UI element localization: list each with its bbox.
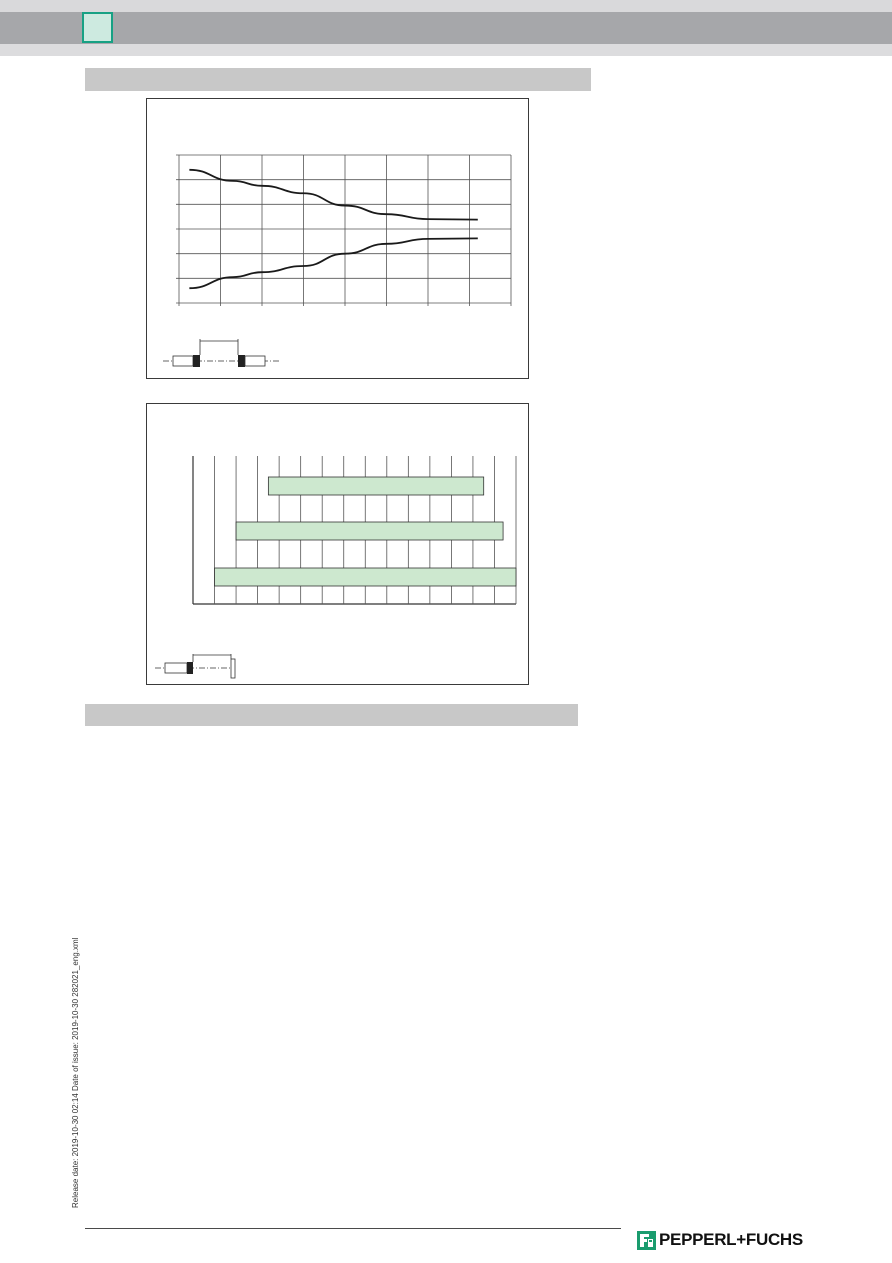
sensor-pair-diagram-icon <box>163 339 279 367</box>
range-bar-3 <box>215 568 516 586</box>
range-bar-2 <box>236 522 503 540</box>
bar-chart-figure <box>146 403 529 685</box>
line-chart-figure <box>146 98 529 379</box>
section-heading-bar-2 <box>85 704 578 726</box>
footer-rule <box>85 1228 621 1229</box>
header-band <box>0 12 892 44</box>
line-chart-svg <box>147 99 530 380</box>
series-line-2 <box>189 238 477 288</box>
section-heading-bar <box>85 68 591 91</box>
pf-logo-icon <box>637 1231 656 1250</box>
header-subband <box>0 44 892 56</box>
series-line-1 <box>189 170 477 220</box>
top-strip <box>0 0 892 12</box>
sensor-target-diagram-icon <box>155 654 235 678</box>
brand-name: PEPPERL+FUCHS <box>659 1230 803 1249</box>
brand-logo <box>637 1229 803 1251</box>
bar-chart-svg <box>147 404 530 686</box>
header-marker-icon <box>82 12 113 43</box>
release-info-text: Release date: 2019-10-30 02:14 Date of issue: 2019-10-30 282021_eng.xml <box>71 937 80 1208</box>
range-bar-1 <box>268 477 483 495</box>
